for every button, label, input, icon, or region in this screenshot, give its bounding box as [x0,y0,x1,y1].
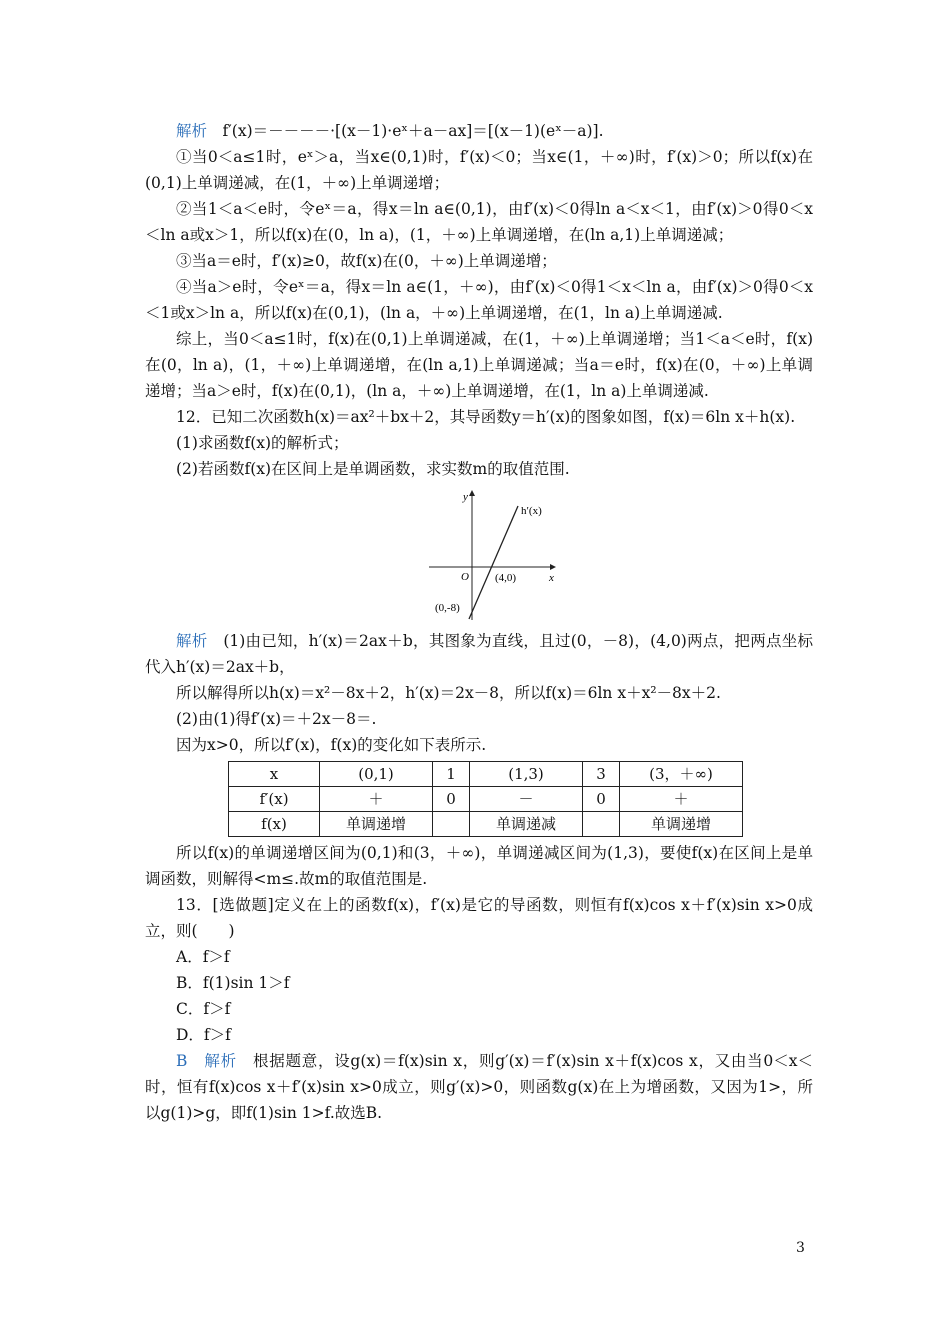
answer-tag: B 解析 [176,1052,237,1070]
answer-tag: 解析 [176,122,208,140]
solution-block-3 [145,840,813,1126]
paragraph-text: f′(x)＝－－－－·[(x－1)·eˣ＋a－ax]＝[(x－1)(eˣ－a)]. [222,122,604,140]
paragraph [145,404,813,430]
table-cell: (1,3) [470,762,583,787]
table-cell: ＋ [320,787,433,812]
table-cell: 单调递增 [620,812,743,837]
y-axis-label: y [463,491,468,503]
paragraph-text: D．f＞f [176,1026,231,1044]
paragraph-text: (1)求函数f(x)的解析式； [176,434,349,452]
table-cell: (3，＋∞) [620,762,743,787]
paragraph-text: 所以解得所以h(x)＝x²－8x＋2，h′(x)＝2x－8，所以f(x)＝6ln x＋x²－8x＋2. [176,684,721,702]
paragraph-text: 12．已知二次函数h(x)＝ax²＋bx＋2，其导函数y＝h′(x)的图象如图，f(x)＝6ln x＋h(x). [176,408,796,426]
paragraph [145,1022,813,1048]
paragraph [145,144,813,196]
table-cell: 单调递减 [470,812,583,837]
table-row [229,787,743,812]
paragraph [145,326,813,404]
line-label: h′(x) [521,505,542,517]
table-cell: 单调递增 [320,812,433,837]
paragraph [145,456,813,482]
paragraph [145,944,813,970]
paragraph [145,840,813,892]
x-axis-label: x [549,572,554,584]
paragraph [145,732,813,758]
paragraph [145,628,813,680]
table-cell: 3 [583,762,620,787]
table-cell: x [229,762,320,787]
table-cell: 1 [433,762,470,787]
answer-tag: 解析 [176,632,208,650]
x-intercept-label: (4,0) [495,572,517,584]
table-cell: ＋ [620,787,743,812]
paragraph [145,996,813,1022]
table-cell: 0 [433,787,470,812]
paragraph [145,892,813,944]
derivative-line [469,506,518,619]
paragraph-text: (2)由(1)得f′(x)＝＋2x－8＝. [176,710,377,728]
paragraph [145,274,813,326]
paragraph [145,430,813,456]
paragraph-text: (1)由已知，h′(x)＝2ax＋b，其图象为直线，且过(0，－8)，(4,0)两点，把两点坐标代入h′(x)＝2ax＋b， [145,632,813,676]
paragraph-text: ②当1＜a＜e时，令eˣ＝a，得x＝ln a∈(0,1)，由f′(x)＜0得ln a＜x＜1，由f′(x)＞0得0＜x＜ln a或x＞1，所以f(x)在(0，ln a)，(1，＋∞)上单调递增，在(ln a,1)上单调递减； [145,200,813,244]
paragraph [145,680,813,706]
paragraph [145,248,813,274]
derivative-graph-figure [145,486,813,624]
page-number: 3 [796,1240,805,1256]
paragraph [145,1048,813,1126]
paragraph-text: A．f＞f [176,948,230,966]
paragraph-text: 综上，当0＜a≤1时，f(x)在(0,1)上单调递减，在(1，＋∞)上单调递增；当1＜a＜e时，f(x)在(0，ln a)，(1，＋∞)上单调递增，在(ln a,1)上单调递减；当a＝e时，f(x)在(0，＋∞)上单调递增；当a＞e时，f(x)在(0,1)，(ln a，＋∞)上单调递增，在(1，ln a)上单调递减. [145,330,813,400]
table-cell: (0,1) [320,762,433,787]
solution-block-2 [145,628,813,758]
variation-table [228,761,743,837]
table-cell: 0 [583,787,620,812]
document-body [145,118,813,1126]
paragraph-text: 根据题意，设g(x)＝f(x)sin x，则g′(x)＝f′(x)sin x＋f(x)cos x，又由当0＜x＜时，恒有f(x)cos x＋f′(x)sin x>0成立，则g′(x)>0，则函数g(x)在上为增函数，又因为1>，所以g(1)>g，即f(1)sin 1>f.故选B. [145,1052,813,1122]
paragraph-text: ①当0＜a≤1时，eˣ＞a，当x∈(0,1)时，f′(x)＜0；当x∈(1，＋∞)时，f′(x)＞0；所以f(x)在(0,1)上单调递减，在(1，＋∞)上单调递增； [145,148,813,192]
table-row [229,762,743,787]
paragraph-text: 13．[选做题]定义在上的函数f(x)，f′(x)是它的导函数，则恒有f(x)cos x＋f′(x)sin x>0成立，则( ) [145,896,813,940]
table-row [229,812,743,837]
paragraph [145,706,813,732]
paragraph [145,118,813,144]
table-cell [433,812,470,837]
table-cell: f′(x) [229,787,320,812]
table-cell: － [470,787,583,812]
paragraph-text: ③当a＝e时，f′(x)≥0，故f(x)在(0，＋∞)上单调递增； [176,252,557,270]
solution-block-1 [145,118,813,482]
derivative-graph [425,486,565,624]
paragraph-text: ④当a＞e时，令eˣ＝a，得x＝ln a∈(1，＋∞)，由f′(x)＜0得1＜x＜ln a，由f′(x)＞0得0＜x＜1或x＞ln a，所以f(x)在(0,1)，(ln a，＋∞)上单调递增，在(1，ln a)上单调递减. [145,278,813,322]
paragraph [145,196,813,248]
paragraph-text: 因为x>0，所以f′(x)，f(x)的变化如下表所示. [176,736,487,754]
paragraph-text: B．f(1)sin 1＞f [176,974,290,992]
y-intercept-label: (0,-8) [435,602,460,614]
origin-label: O [461,571,469,583]
paragraph-text: 所以f(x)的单调递增区间为(0,1)和(3，＋∞)，单调递减区间为(1,3)，要使f(x)在区间上是单调函数，则解得<m≤.故m的取值范围是. [145,844,813,888]
table-cell: f(x) [229,812,320,837]
paragraph-text: C．f＞f [176,1000,231,1018]
paragraph-text: (2)若函数f(x)在区间上是单调函数，求实数m的取值范围. [176,460,570,478]
paragraph [145,970,813,996]
table-cell [583,812,620,837]
